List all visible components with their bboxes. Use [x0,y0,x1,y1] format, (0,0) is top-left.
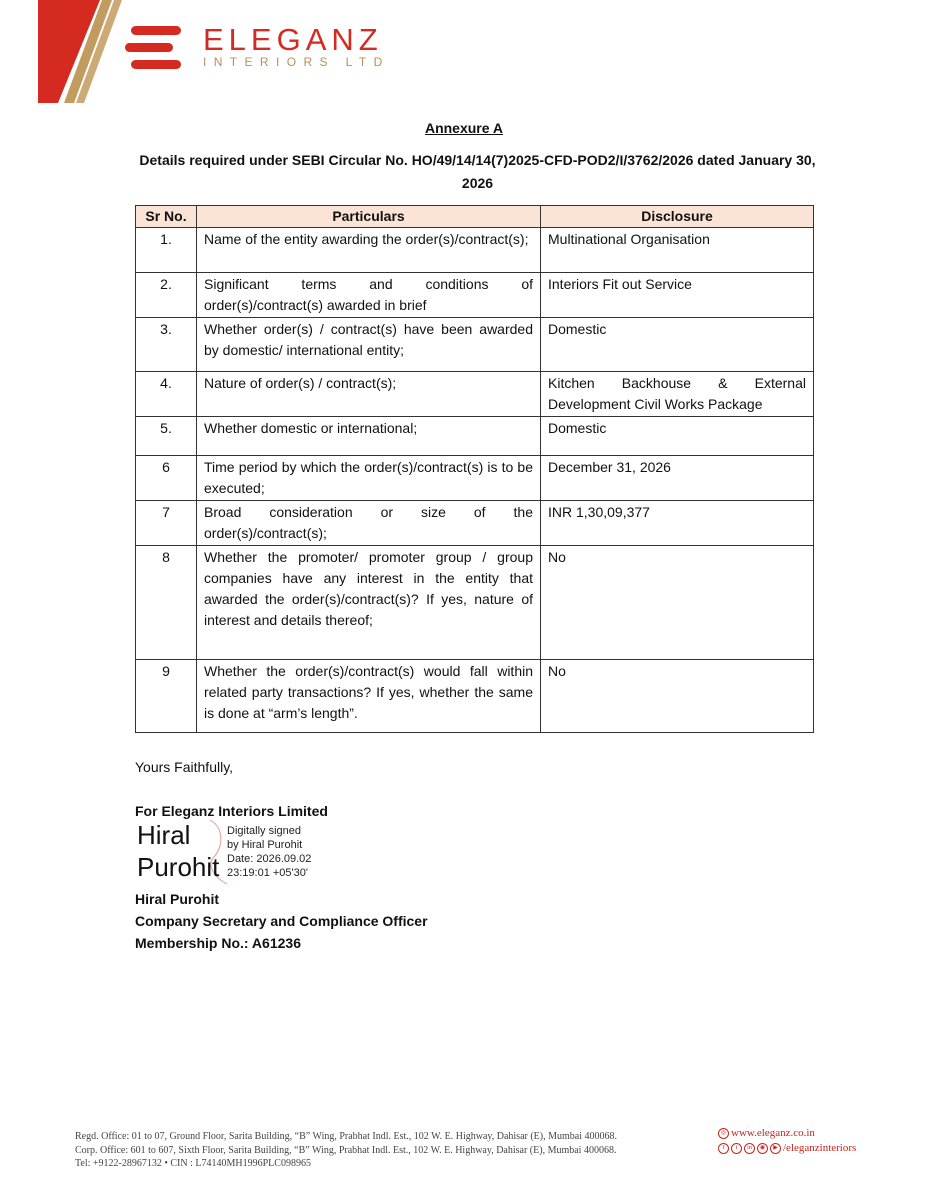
disclosure-table [135,205,814,733]
row-number: 2. [136,273,197,318]
facebook-icon[interactable]: f [718,1143,729,1154]
registered-office: Regd. Office: 01 to 07, Ground Floor, Sarita Building, “B” Wing, Prabhat Indl. Est., 102 W. E. Highway, Dahisar (E), Mumbai 400068. [75,1131,618,1142]
table-row [136,372,814,417]
row-number: 6 [136,456,197,501]
instagram-icon[interactable]: ◉ [757,1143,768,1154]
footer-web [718,1126,856,1156]
linkedin-icon[interactable]: in [744,1143,755,1154]
signer-name: Hiral Purohit [135,891,220,907]
row-particular: Whether order(s) / contract(s) have been awarded by domestic/ international entity; [197,318,541,372]
table-row [136,318,814,372]
row-number: 1. [136,228,197,273]
digital-signature-details [227,824,311,880]
globe-icon: ◎ [718,1128,729,1139]
annexure-title: Annexure A [424,120,504,136]
row-number: 8 [136,546,197,660]
row-particular: Name of the entity awarding the order(s)/contract(s); [197,228,541,273]
row-disclosure: December 31, 2026 [541,456,814,501]
row-particular: Time period by which the order(s)/contract(s) is to be executed; [197,456,541,501]
table-row [136,273,814,318]
row-particular: Whether domestic or international; [197,417,541,456]
website-link[interactable]: www.eleganz.co.in [731,1127,815,1139]
row-number: 4. [136,372,197,417]
digital-signature-line: by Hiral Purohit [227,839,303,851]
table-header-row [136,206,814,228]
row-disclosure: Kitchen Backhouse & External Development Civil Works Package [541,372,814,417]
membership-number: Membership No.: A61236 [135,935,301,951]
twitter-icon[interactable]: t [731,1143,742,1154]
digital-signature-line: Date: 2026.09.02 [227,853,312,865]
signer-title: Company Secretary and Compliance Officer [135,913,428,929]
table-row [136,456,814,501]
row-particular: Nature of order(s) / contract(s); [197,372,541,417]
row-disclosure: No [541,546,814,660]
table-row [136,501,814,546]
row-disclosure: Domestic [541,318,814,372]
signature-last-name: Purohit [137,852,220,882]
row-disclosure: No [541,660,814,733]
row-disclosure: INR 1,30,09,377 [541,501,814,546]
footer-addresses [75,1130,617,1171]
row-disclosure: Multinational Organisation [541,228,814,273]
table-row [136,228,814,273]
row-number: 7 [136,501,197,546]
row-disclosure: Interiors Fit out Service [541,273,814,318]
circular-heading: Details required under SEBI Circular No. HO/49/14/14(7)2025-CFD-POD2/I/3762/2026 dated January 30, 2026 [139,152,816,191]
row-number: 9 [136,660,197,733]
table-row [136,660,814,733]
company-logo [125,22,425,72]
contact-line: Tel: +9122-28967132 • CIN : L74140MH1996PLC098965 [75,1158,311,1169]
row-particular: Whether the promoter/ promoter group / group companies have any interest in the entity that awarded the order(s)/contract(s)? If yes, nature of interest and details thereof; [197,546,541,660]
row-disclosure: Domestic [541,417,814,456]
logo-mark-icon [125,26,187,70]
row-number: 3. [136,318,197,372]
company-subtitle: INTERIORS LTD [203,55,390,69]
table-row [136,546,814,660]
corporate-office: Corp. Office: 601 to 607, Sixth Floor, Sarita Building, “B” Wing, Prabhat Indl. Est., 102 W. E. Highway, Dahisar (E), Mumbai 400068. [75,1144,617,1156]
header-sr-no: Sr No. [136,206,197,228]
table-row [136,417,814,456]
social-handle[interactable]: /eleganzinteriors [783,1142,857,1154]
row-particular: Significant terms and conditions of order(s)/contract(s) awarded in brief [197,273,541,318]
header-disclosure: Disclosure [541,206,814,228]
digital-signature-line: Digitally signed [227,825,301,837]
youtube-icon[interactable]: ▶ [770,1143,781,1154]
signature-first-name: Hiral [137,820,191,850]
header-stripe-graphic [0,0,130,110]
company-name: ELEGANZ [203,22,383,57]
digital-signature-line: 23:19:01 +05'30' [227,867,308,879]
closing-salutation: Yours Faithfully, [135,759,234,775]
header-particulars: Particulars [197,206,541,228]
row-particular: Broad consideration or size of the order(s)/contract(s); [197,501,541,546]
signer-block [135,888,428,954]
row-particular: Whether the order(s)/contract(s) would fall within related party transactions? If yes, whether the same is done at “arm’s length”. [197,660,541,733]
row-number: 5. [136,417,197,456]
for-company-line: For Eleganz Interiors Limited [135,803,328,819]
